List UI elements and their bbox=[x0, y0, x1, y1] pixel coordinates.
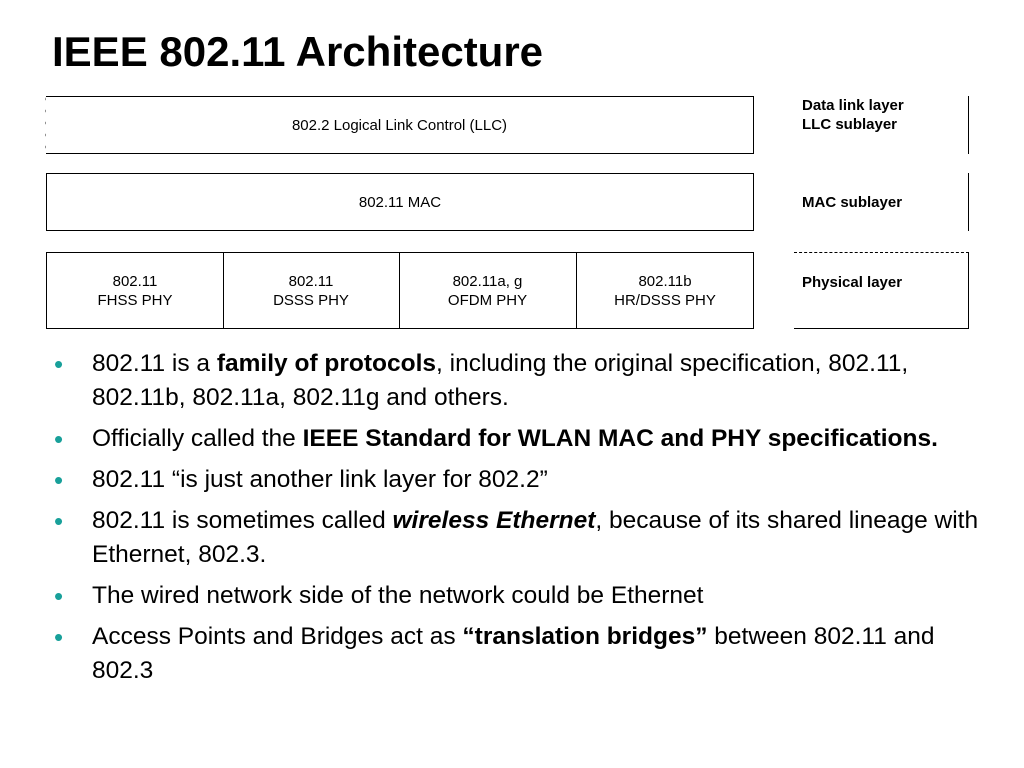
phy-row bbox=[46, 252, 754, 329]
bullet-text: , including the original specification, 802.11, 802.11b, 802.11a, 802.11g and others. bbox=[92, 350, 909, 411]
bullet-item bbox=[54, 579, 984, 613]
phy-box-hrdsss bbox=[576, 252, 754, 329]
bullet-item bbox=[54, 463, 984, 497]
mac-box bbox=[46, 173, 754, 231]
bullet-text: 802.11 “is just another link layer for 802.2” bbox=[92, 466, 548, 493]
phy-name: 802.11 bbox=[112, 272, 158, 290]
llc-label: 802.2 Logical Link Control (LLC) bbox=[291, 116, 508, 134]
bullet-icon: • bbox=[54, 622, 64, 652]
physical-layer-label: Physical layer bbox=[802, 274, 903, 291]
data-link-label: Data link layer bbox=[802, 97, 904, 114]
bullet-item bbox=[54, 620, 984, 688]
phy-type: FHSS PHY bbox=[97, 291, 173, 309]
bullet-text: 802.11 is sometimes called bbox=[92, 507, 393, 534]
mac-sublayer-label: MAC sublayer bbox=[802, 193, 903, 211]
llc-box bbox=[46, 96, 754, 154]
bullet-text: Officially called the bbox=[92, 425, 303, 452]
bullet-icon: • bbox=[54, 349, 64, 379]
bullet-item bbox=[54, 504, 984, 572]
bullet-text: The wired network side of the network could be Ethernet bbox=[92, 582, 704, 609]
bullet-icon: • bbox=[54, 506, 64, 536]
bullet-text: between 802.11 and 802.3 bbox=[92, 623, 935, 684]
phy-box-fhss bbox=[46, 252, 224, 329]
phy-name: 802.11 bbox=[288, 272, 334, 290]
bullet-icon: • bbox=[54, 424, 64, 454]
phy-name: 802.11a, g bbox=[452, 272, 523, 290]
phy-name: 802.11b bbox=[638, 272, 692, 290]
bullet-emphasis: wireless Ethernet bbox=[392, 507, 596, 534]
bullet-emphasis: IEEE Standard for WLAN MAC and PHY specifications. bbox=[302, 425, 938, 452]
bullet-text: Access Points and Bridges act as bbox=[92, 623, 463, 650]
phy-type: OFDM PHY bbox=[447, 291, 528, 309]
llc-sublayer-label: LLC sublayer bbox=[802, 116, 898, 133]
architecture-diagram bbox=[0, 0, 1024, 340]
bullet-emphasis: family of protocols bbox=[216, 350, 437, 377]
bullet-emphasis: “translation bridges” bbox=[462, 623, 708, 650]
phy-type: DSSS PHY bbox=[273, 291, 349, 309]
side-label-data-link bbox=[794, 96, 969, 154]
bullet-item bbox=[54, 422, 984, 456]
side-label-mac bbox=[794, 173, 969, 231]
bullet-list bbox=[54, 347, 984, 695]
mac-label: 802.11 MAC bbox=[358, 193, 442, 211]
phy-box-ofdm bbox=[399, 252, 577, 329]
phy-box-dsss bbox=[223, 252, 400, 329]
bullet-icon: • bbox=[54, 465, 64, 495]
bullet-item bbox=[54, 347, 984, 415]
slide-title: IEEE 802.11 Architecture bbox=[52, 28, 544, 75]
phy-type: HR/DSSS PHY bbox=[614, 291, 716, 309]
side-label-physical bbox=[794, 252, 969, 329]
bullet-text: 802.11 is a bbox=[92, 350, 217, 377]
bullet-text: , because of its shared lineage with Ethernet, 802.3. bbox=[92, 507, 979, 568]
bullet-icon: • bbox=[54, 581, 64, 611]
